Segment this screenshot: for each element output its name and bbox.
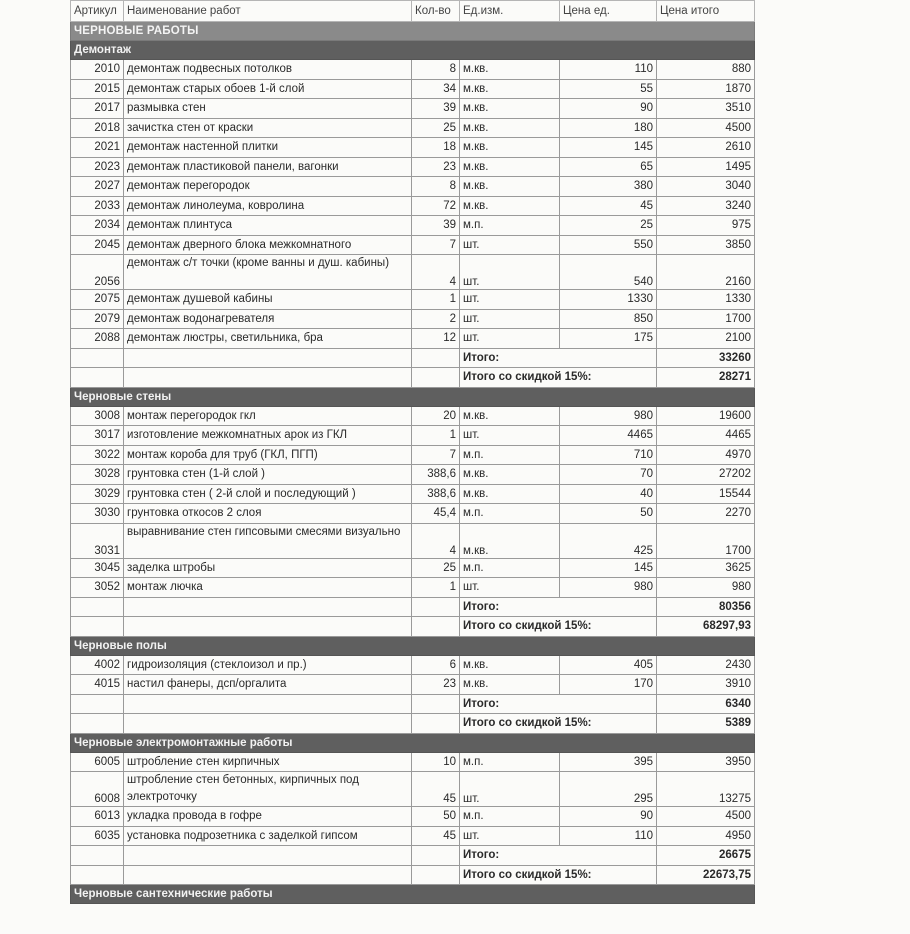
qty-cell: 50 [412,807,460,827]
unit-cell: м.кв. [460,79,560,99]
table-row [71,445,755,465]
table-row [71,138,755,158]
empty-cell [124,865,412,885]
table-row [71,118,755,138]
qty-cell: 7 [412,445,460,465]
qty-cell: 25 [412,118,460,138]
unit-cell: шт. [460,309,560,329]
work-name-cell: монтаж лючка [124,578,412,598]
qty-cell: 20 [412,406,460,426]
article-cell: 4002 [71,655,124,675]
section-title: Черновые стены [71,387,755,406]
total-cell: 2270 [657,504,755,524]
work-name-cell: выравнивание стен гипсовыми смесями визуально [124,523,412,558]
article-cell: 2018 [71,118,124,138]
table-row [71,79,755,99]
estimate-table [70,0,755,904]
qty-cell: 1 [412,426,460,446]
discount-total-row-label: Итого со скидкой 15%: [460,617,657,637]
qty-cell: 388,6 [412,484,460,504]
empty-cell [412,865,460,885]
unit-cell: м.п. [460,807,560,827]
total-cell: 4465 [657,426,755,446]
table-row [71,60,755,80]
table-row [71,465,755,485]
empty-cell [124,846,412,866]
table-row [71,807,755,827]
unit-cell: м.кв. [460,196,560,216]
table-row [71,290,755,310]
table-row [71,655,755,675]
subtotal-row-label: Итого: [460,694,657,714]
price-cell: 395 [560,752,657,772]
work-name-cell: штробление стен бетонных, кирпичных под электроточку [124,772,412,807]
total-cell: 980 [657,578,755,598]
unit-cell: м.кв. [460,99,560,119]
qty-cell: 39 [412,216,460,236]
header-name: Наименование работ [124,1,412,22]
table-row [71,675,755,695]
work-name-cell: зачистка стен от краски [124,118,412,138]
article-cell: 3031 [71,523,124,558]
subtotal-row [71,348,755,368]
work-name-cell: демонтаж линолеума, ковролина [124,196,412,216]
total-cell: 3510 [657,99,755,119]
subtotal-row-value: 6340 [657,694,755,714]
total-cell: 3625 [657,558,755,578]
qty-cell: 23 [412,675,460,695]
article-cell: 2045 [71,235,124,255]
subtotal-row-value: 26675 [657,846,755,866]
article-cell: 6008 [71,772,124,807]
article-cell: 6035 [71,826,124,846]
price-cell: 1330 [560,290,657,310]
table-row [71,406,755,426]
qty-cell: 18 [412,138,460,158]
discount-total-row-value: 5389 [657,714,755,734]
article-cell: 2034 [71,216,124,236]
qty-cell: 388,6 [412,465,460,485]
article-cell: 2033 [71,196,124,216]
total-cell: 1330 [657,290,755,310]
unit-cell: м.кв. [460,655,560,675]
price-cell: 550 [560,235,657,255]
total-cell: 2160 [657,255,755,290]
table-row [71,426,755,446]
article-cell: 2015 [71,79,124,99]
work-name-cell: размывка стен [124,99,412,119]
unit-cell: шт. [460,826,560,846]
price-cell: 405 [560,655,657,675]
article-cell: 3017 [71,426,124,446]
header-qty: Кол-во [412,1,460,22]
table-row [71,752,755,772]
unit-cell: м.кв. [460,138,560,158]
section-header-row [71,636,755,655]
unit-cell: м.кв. [460,484,560,504]
article-cell: 3052 [71,578,124,598]
section-header-row [71,885,755,904]
estimate-sheet [70,0,754,904]
article-cell: 4015 [71,675,124,695]
price-cell: 295 [560,772,657,807]
discount-total-row-label: Итого со скидкой 15%: [460,865,657,885]
subtotal-row [71,694,755,714]
unit-cell: м.кв. [460,465,560,485]
subtotal-row-value: 80356 [657,597,755,617]
unit-cell: шт. [460,235,560,255]
total-cell: 975 [657,216,755,236]
discount-total-row [71,865,755,885]
empty-cell [412,348,460,368]
unit-cell: шт. [460,578,560,598]
table-row [71,558,755,578]
unit-cell: шт. [460,329,560,349]
qty-cell: 45 [412,826,460,846]
unit-cell: шт. [460,290,560,310]
subtotal-row [71,597,755,617]
empty-cell [412,617,460,637]
work-name-cell: штробление стен кирпичных [124,752,412,772]
header-total: Цена итого [657,1,755,22]
price-cell: 170 [560,675,657,695]
price-cell: 145 [560,138,657,158]
price-cell: 380 [560,177,657,197]
article-cell: 2075 [71,290,124,310]
work-name-cell: гидроизоляция (стеклоизол и пр.) [124,655,412,675]
subtotal-row-label: Итого: [460,348,657,368]
discount-total-row-value: 68297,93 [657,617,755,637]
table-header [71,1,755,22]
header-unit: Ед.изм. [460,1,560,22]
discount-total-row-value: 28271 [657,368,755,388]
work-name-cell: грунтовка стен ( 2-й слой и последующий ) [124,484,412,504]
work-name-cell: демонтаж дверного блока межкомнатного [124,235,412,255]
price-cell: 4465 [560,426,657,446]
unit-cell: м.п. [460,504,560,524]
unit-cell: м.кв. [460,60,560,80]
table-row [71,309,755,329]
section-header-row [71,733,755,752]
qty-cell: 4 [412,255,460,290]
qty-cell: 39 [412,99,460,119]
total-cell: 3040 [657,177,755,197]
work-name-cell: демонтаж душевой кабины [124,290,412,310]
unit-cell: шт. [460,255,560,290]
article-cell: 3029 [71,484,124,504]
total-cell: 3850 [657,235,755,255]
work-name-cell: демонтаж подвесных потолков [124,60,412,80]
discount-total-row [71,368,755,388]
total-cell: 15544 [657,484,755,504]
unit-cell: м.п. [460,445,560,465]
article-cell: 3030 [71,504,124,524]
price-cell: 980 [560,406,657,426]
qty-cell: 12 [412,329,460,349]
qty-cell: 45,4 [412,504,460,524]
price-cell: 180 [560,118,657,138]
work-name-cell: монтаж перегородок гкл [124,406,412,426]
table-row [71,578,755,598]
table-row [71,826,755,846]
total-cell: 27202 [657,465,755,485]
work-name-cell: настил фанеры, дсп/оргалита [124,675,412,695]
price-cell: 55 [560,79,657,99]
empty-cell [412,714,460,734]
work-name-cell: демонтаж старых обоев 1-й слой [124,79,412,99]
work-name-cell: демонтаж с/т точки (кроме ванны и душ. кабины) [124,255,412,290]
article-cell: 6005 [71,752,124,772]
qty-cell: 1 [412,578,460,598]
table-row [71,157,755,177]
empty-cell [124,694,412,714]
empty-cell [124,597,412,617]
empty-cell [412,846,460,866]
table-row [71,504,755,524]
empty-cell [124,617,412,637]
price-cell: 45 [560,196,657,216]
empty-cell [124,348,412,368]
empty-cell [71,846,124,866]
empty-cell [412,597,460,617]
discount-total-row [71,617,755,637]
price-cell: 110 [560,826,657,846]
table-row [71,216,755,236]
total-cell: 1495 [657,157,755,177]
work-name-cell: укладка провода в гофре [124,807,412,827]
unit-cell: м.п. [460,216,560,236]
price-cell: 40 [560,484,657,504]
section-title: Черновые сантехнические работы [71,885,755,904]
qty-cell: 25 [412,558,460,578]
section-header-row [71,41,755,60]
work-name-cell: изготовление межкомнатных арок из ГКЛ [124,426,412,446]
work-name-cell: демонтаж люстры, светильника, бра [124,329,412,349]
work-name-cell: монтаж короба для труб (ГКЛ, ПГП) [124,445,412,465]
section-title: Черновые полы [71,636,755,655]
discount-total-row [71,714,755,734]
total-cell: 3950 [657,752,755,772]
work-name-cell: демонтаж пластиковой панели, вагонки [124,157,412,177]
unit-cell: м.п. [460,752,560,772]
article-cell: 3022 [71,445,124,465]
unit-cell: м.кв. [460,523,560,558]
table-row [71,177,755,197]
table-body [71,22,755,904]
main-section-title: ЧЕРНОВЫЕ РАБОТЫ [71,22,755,41]
price-cell: 175 [560,329,657,349]
table-row [71,255,755,290]
subtotal-row-label: Итого: [460,597,657,617]
total-cell: 19600 [657,406,755,426]
empty-cell [71,597,124,617]
total-cell: 1700 [657,309,755,329]
main-section-row [71,22,755,41]
price-cell: 70 [560,465,657,485]
empty-cell [71,714,124,734]
table-row [71,196,755,216]
empty-cell [71,348,124,368]
total-cell: 4500 [657,118,755,138]
total-cell: 2100 [657,329,755,349]
discount-total-row-label: Итого со скидкой 15%: [460,714,657,734]
total-cell: 4970 [657,445,755,465]
subtotal-row-value: 33260 [657,348,755,368]
price-cell: 90 [560,807,657,827]
section-title: Черновые электромонтажные работы [71,733,755,752]
price-cell: 50 [560,504,657,524]
work-name-cell: демонтаж перегородок [124,177,412,197]
qty-cell: 8 [412,60,460,80]
qty-cell: 6 [412,655,460,675]
total-cell: 3910 [657,675,755,695]
total-cell: 4500 [657,807,755,827]
qty-cell: 10 [412,752,460,772]
empty-cell [412,368,460,388]
empty-cell [71,617,124,637]
price-cell: 65 [560,157,657,177]
work-name-cell: демонтаж плинтуса [124,216,412,236]
table-row [71,235,755,255]
article-cell: 2010 [71,60,124,80]
article-cell: 6013 [71,807,124,827]
price-cell: 145 [560,558,657,578]
price-cell: 980 [560,578,657,598]
price-cell: 850 [560,309,657,329]
discount-total-row-label: Итого со скидкой 15%: [460,368,657,388]
subtotal-row [71,846,755,866]
subtotal-row-label: Итого: [460,846,657,866]
total-cell: 13275 [657,772,755,807]
qty-cell: 1 [412,290,460,310]
empty-cell [71,694,124,714]
empty-cell [124,368,412,388]
section-header-row [71,387,755,406]
article-cell: 2021 [71,138,124,158]
empty-cell [412,694,460,714]
unit-cell: м.кв. [460,406,560,426]
qty-cell: 23 [412,157,460,177]
unit-cell: м.кв. [460,118,560,138]
unit-cell: шт. [460,426,560,446]
article-cell: 3008 [71,406,124,426]
article-cell: 2056 [71,255,124,290]
unit-cell: м.п. [460,558,560,578]
price-cell: 425 [560,523,657,558]
work-name-cell: установка подрозетника с заделкой гипсом [124,826,412,846]
total-cell: 1700 [657,523,755,558]
header-article: Артикул [71,1,124,22]
unit-cell: шт. [460,772,560,807]
work-name-cell: демонтаж настенной плитки [124,138,412,158]
work-name-cell: грунтовка откосов 2 слоя [124,504,412,524]
price-cell: 25 [560,216,657,236]
unit-cell: м.кв. [460,675,560,695]
table-row [71,772,755,807]
unit-cell: м.кв. [460,157,560,177]
work-name-cell: заделка штробы [124,558,412,578]
total-cell: 3240 [657,196,755,216]
article-cell: 3045 [71,558,124,578]
unit-cell: м.кв. [460,177,560,197]
work-name-cell: грунтовка стен (1-й слой ) [124,465,412,485]
discount-total-row-value: 22673,75 [657,865,755,885]
article-cell: 2079 [71,309,124,329]
table-row [71,484,755,504]
qty-cell: 8 [412,177,460,197]
qty-cell: 72 [412,196,460,216]
total-cell: 4950 [657,826,755,846]
work-name-cell: демонтаж водонагревателя [124,309,412,329]
article-cell: 2027 [71,177,124,197]
article-cell: 2023 [71,157,124,177]
price-cell: 710 [560,445,657,465]
qty-cell: 7 [412,235,460,255]
price-cell: 110 [560,60,657,80]
table-row [71,99,755,119]
qty-cell: 2 [412,309,460,329]
header-price: Цена ед. [560,1,657,22]
article-cell: 3028 [71,465,124,485]
qty-cell: 34 [412,79,460,99]
total-cell: 1870 [657,79,755,99]
total-cell: 2430 [657,655,755,675]
qty-cell: 4 [412,523,460,558]
empty-cell [71,368,124,388]
total-cell: 2610 [657,138,755,158]
section-title: Демонтаж [71,41,755,60]
empty-cell [124,714,412,734]
price-cell: 540 [560,255,657,290]
price-cell: 90 [560,99,657,119]
qty-cell: 45 [412,772,460,807]
article-cell: 2017 [71,99,124,119]
table-row [71,329,755,349]
total-cell: 880 [657,60,755,80]
empty-cell [71,865,124,885]
table-row [71,523,755,558]
article-cell: 2088 [71,329,124,349]
